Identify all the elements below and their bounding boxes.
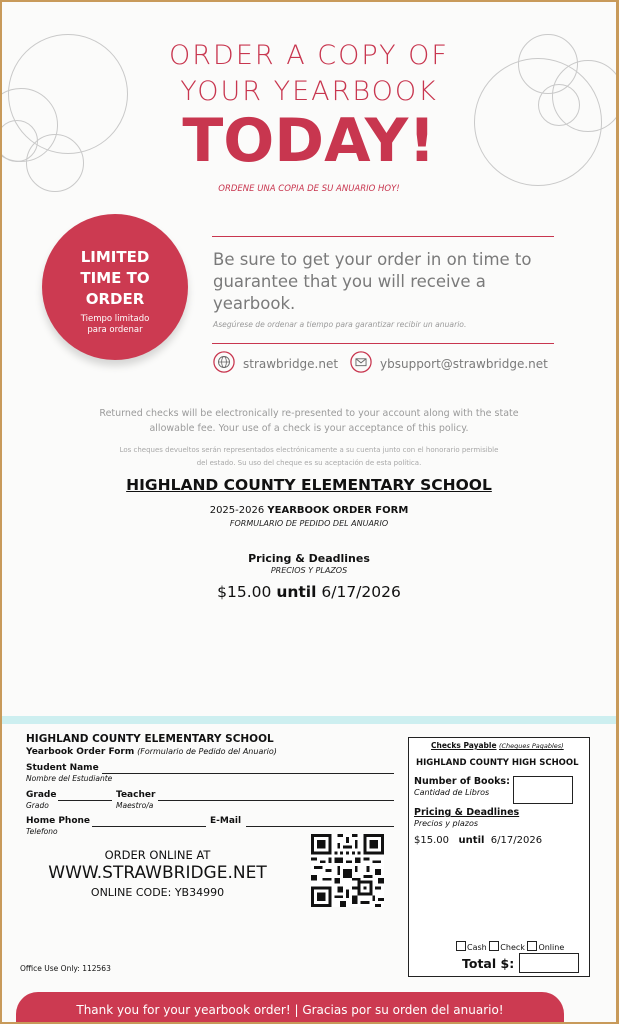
badge-line3: ORDER	[85, 290, 145, 308]
notice-spanish2: del estado. Su uso del cheque es su aceptación de esta política.	[196, 459, 422, 467]
cash-option[interactable]	[456, 943, 487, 952]
checks-payable	[431, 741, 564, 750]
headline	[2, 38, 616, 110]
grade-field[interactable]	[58, 800, 112, 801]
deadline: 6/17/2026	[321, 583, 401, 601]
check-label: Check	[500, 943, 525, 952]
num-books-spanish: Cantidad de Libros	[414, 788, 490, 797]
box-price-deadline	[414, 835, 542, 846]
form-title-text: YEARBOOK ORDER FORM	[267, 505, 409, 516]
checks-payable-label: Checks Payable	[431, 741, 497, 750]
order-website[interactable]: WWW.STRAWBRIDGE.NET	[48, 863, 267, 883]
slip-form-spanish: (Formulario de Pedido del Anuario)	[137, 747, 277, 756]
payment-box	[408, 737, 590, 977]
teacher-field[interactable]	[158, 800, 394, 801]
badge-spanish	[42, 314, 188, 336]
qr-code	[311, 834, 384, 907]
total-label: Total $:	[462, 956, 515, 971]
online-code: ONLINE CODE: YB34990	[90, 886, 225, 899]
email-text[interactable]: ybsupport@strawbridge.net	[380, 357, 548, 371]
student-name-field[interactable]	[102, 773, 394, 774]
badge-spanish2: para ordenar	[87, 325, 143, 335]
divider	[212, 343, 554, 344]
badge-spanish1: Tiempo limitado	[80, 314, 150, 324]
check-option[interactable]	[489, 943, 525, 952]
box-until: until	[458, 835, 485, 846]
total-input[interactable]	[519, 953, 579, 973]
price-deadline	[2, 583, 616, 601]
home-phone-field[interactable]	[92, 826, 206, 827]
globe-icon	[213, 351, 235, 373]
grade-label: Grade	[26, 790, 57, 800]
home-phone-label: Home Phone	[26, 816, 91, 826]
notice-line1: Returned checks will be electronically re-presented to your account along with the state	[99, 408, 519, 419]
online-option[interactable]	[527, 943, 564, 952]
online-checkbox[interactable]	[527, 941, 537, 951]
slip-form-title: Yearbook Order Form	[26, 747, 135, 757]
box-price: $15.00	[414, 835, 449, 846]
badge-title	[42, 247, 188, 310]
badge-line1: LIMITED	[80, 248, 150, 266]
notice-spanish1: Los cheques devueltos serán representados electrónicamente a su cuenta junto con el honorario permisible	[119, 446, 499, 454]
headline-line1: ORDER A COPY OF	[169, 40, 449, 71]
teacher-spanish: Maestro/a	[116, 801, 154, 810]
email-field[interactable]	[246, 826, 394, 827]
form-title-spanish: FORMULARIO DE PEDIDO DEL ANUARIO	[229, 519, 389, 528]
envelope-icon	[350, 351, 372, 373]
returned-checks-notice	[2, 406, 616, 436]
order-online-label: ORDER ONLINE AT	[104, 848, 211, 862]
headline-today: TODAY!	[182, 106, 436, 176]
order-message-spanish: Asegúrese de ordenar a tiempo para garantizar recibir un anuario.	[213, 320, 467, 329]
pricing-label: Pricing & Deadlines	[248, 552, 370, 565]
office-use: Office Use Only: 112563	[20, 964, 111, 973]
online-label: Online	[538, 943, 565, 952]
form-title	[2, 505, 616, 516]
order-message: Be sure to get your order in on time to guarantee that you will receive a yearbook.	[213, 250, 532, 313]
box-pricing-spanish: Precios y plazos	[414, 819, 479, 828]
website-text[interactable]: strawbridge.net	[243, 357, 339, 371]
slip-school: HIGHLAND COUNTY ELEMENTARY SCHOOL	[26, 733, 274, 745]
flyer-sheet	[2, 2, 616, 1022]
student-name-label: Student Name	[26, 763, 99, 773]
num-books-label: Number of Books:	[414, 776, 510, 787]
checks-payable-spanish: (Cheques Pagables)	[498, 742, 564, 750]
slip-form-label	[26, 747, 277, 757]
form-year: 2025-2026	[209, 505, 265, 516]
headline-line2: YOUR YEARBOOK	[180, 76, 438, 107]
cash-checkbox[interactable]	[456, 941, 466, 951]
perforation-strip	[2, 716, 616, 724]
pricing-label-spanish: PRECIOS Y PLAZOS	[270, 566, 348, 575]
home-phone-spanish: Telefono	[26, 827, 58, 836]
divider	[212, 236, 554, 237]
price: $15.00	[217, 583, 272, 601]
num-books-input[interactable]	[513, 776, 573, 804]
check-checkbox[interactable]	[489, 941, 499, 951]
until-label: until	[276, 583, 317, 601]
student-name-spanish: Nombre del Estudiante	[26, 774, 113, 783]
grade-spanish: Grado	[26, 801, 49, 810]
payment-options	[456, 941, 564, 952]
school-name: HIGHLAND COUNTY ELEMENTARY SCHOOL	[126, 476, 492, 494]
cash-label: Cash	[467, 943, 487, 952]
limited-time-badge	[42, 214, 188, 360]
box-deadline: 6/17/2026	[490, 835, 543, 846]
email-label: E-Mail	[210, 816, 242, 826]
notice-line2: allowable fee. Your use of a check is your acceptance of this policy.	[149, 423, 469, 434]
returned-checks-notice-spanish	[2, 444, 616, 470]
box-pricing-label: Pricing & Deadlines	[414, 807, 520, 818]
payee: HIGHLAND COUNTY HIGH SCHOOL	[416, 758, 579, 768]
teacher-label: Teacher	[116, 790, 156, 800]
thank-you-footer: Thank you for your yearbook order! | Gracias por su orden del anuario!	[16, 992, 564, 1022]
badge-line2: TIME TO	[80, 269, 150, 287]
headline-spanish: ORDENE UNA COPIA DE SU ANUARIO HOY!	[218, 184, 400, 194]
